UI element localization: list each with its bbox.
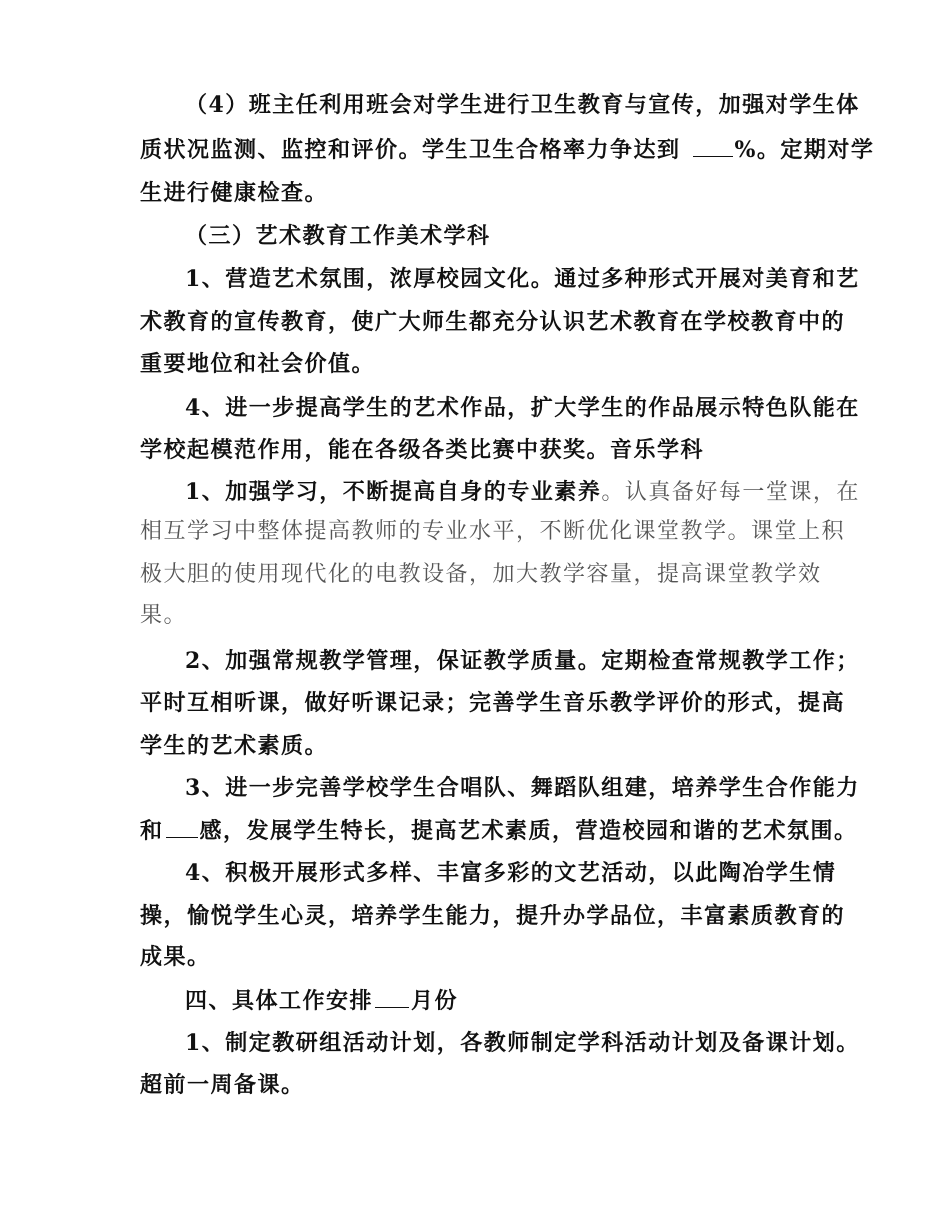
paragraph-line: 1、营造艺术氛围，浓厚校园文化。通过多种形式开展对美育和艺 xyxy=(185,266,860,292)
paragraph-line: 3、进一步完善学校学生合唱队、舞蹈队组建，培养学生合作能力 xyxy=(185,775,860,801)
paragraph-line: 成果。 xyxy=(140,944,211,970)
text-segment: 和 xyxy=(140,818,164,844)
text-segment: 。认真备好每一堂课，在 xyxy=(601,480,860,505)
paragraph-line xyxy=(140,817,858,844)
section-heading: （三）艺术教育工作美术学科 xyxy=(185,223,491,249)
text-segment: 质状况监测、监控和评价。学生卫生合格率力争达到 xyxy=(140,137,681,163)
paragraph-line xyxy=(185,479,860,505)
paragraph-line: 学生的艺术素质。 xyxy=(140,733,329,759)
text-segment: %。定期对学 xyxy=(734,137,875,163)
paragraph-line: 生进行健康检查。 xyxy=(140,180,329,206)
paragraph-line: 平时互相听课，做好听课记录；完善学生音乐教学评价的形式，提高 xyxy=(140,690,846,716)
paragraph-line: 相互学习中整体提高教师的专业水平，不断优化课堂教学。课堂上积 xyxy=(140,519,846,544)
fill-blank xyxy=(693,136,733,157)
paragraph-line: 1、制定教研组活动计划，各教师制定学科活动计划及备课计划。 xyxy=(185,1030,860,1056)
paragraph-line: 术教育的宣传教育，使广大师生都充分认识艺术教育在学校教育中的 xyxy=(140,309,846,335)
paragraph-line: 4、积极开展形式多样、丰富多彩的文艺活动，以此陶冶学生情 xyxy=(185,860,837,886)
paragraph-line: 4、进一步提高学生的艺术作品，扩大学生的作品展示特色队能在 xyxy=(185,395,860,421)
fill-blank xyxy=(375,987,409,1008)
paragraph-line: 重要地位和社会价值。 xyxy=(140,351,376,377)
paragraph-line: 果。 xyxy=(140,603,188,628)
text-segment: 感，发展学生特长，提高艺术素质，营造校园和谐的艺术氛围。 xyxy=(199,818,858,844)
text-segment: 四、具体工作安排 xyxy=(185,988,374,1014)
text-segment: 月份 xyxy=(411,988,459,1014)
text-segment: 1、加强学习，不断提高自身的专业素养 xyxy=(185,479,602,505)
section-heading xyxy=(185,987,810,1013)
paragraph-line: 极大胆的使用现代化的电教设备，加大教学容量，提高课堂教学效 xyxy=(140,562,822,587)
paragraph-line: （4）班主任利用班会对学生进行卫生教育与宣传，加强对学生体 xyxy=(185,92,860,118)
paragraph-line: 学校起模范作用，能在各级各类比赛中获奖。音乐学科 xyxy=(140,437,705,463)
paragraph-line xyxy=(140,136,875,163)
paragraph-line: 超前一周备课。 xyxy=(140,1072,305,1098)
paragraph-line: 2、加强常规教学管理，保证教学质量。定期检查常规教学工作； xyxy=(185,648,860,674)
paragraph-line: 操，愉悦学生心灵，培养学生能力，提升办学品位，丰富素质教育的 xyxy=(140,903,846,929)
fill-blank xyxy=(166,817,198,838)
